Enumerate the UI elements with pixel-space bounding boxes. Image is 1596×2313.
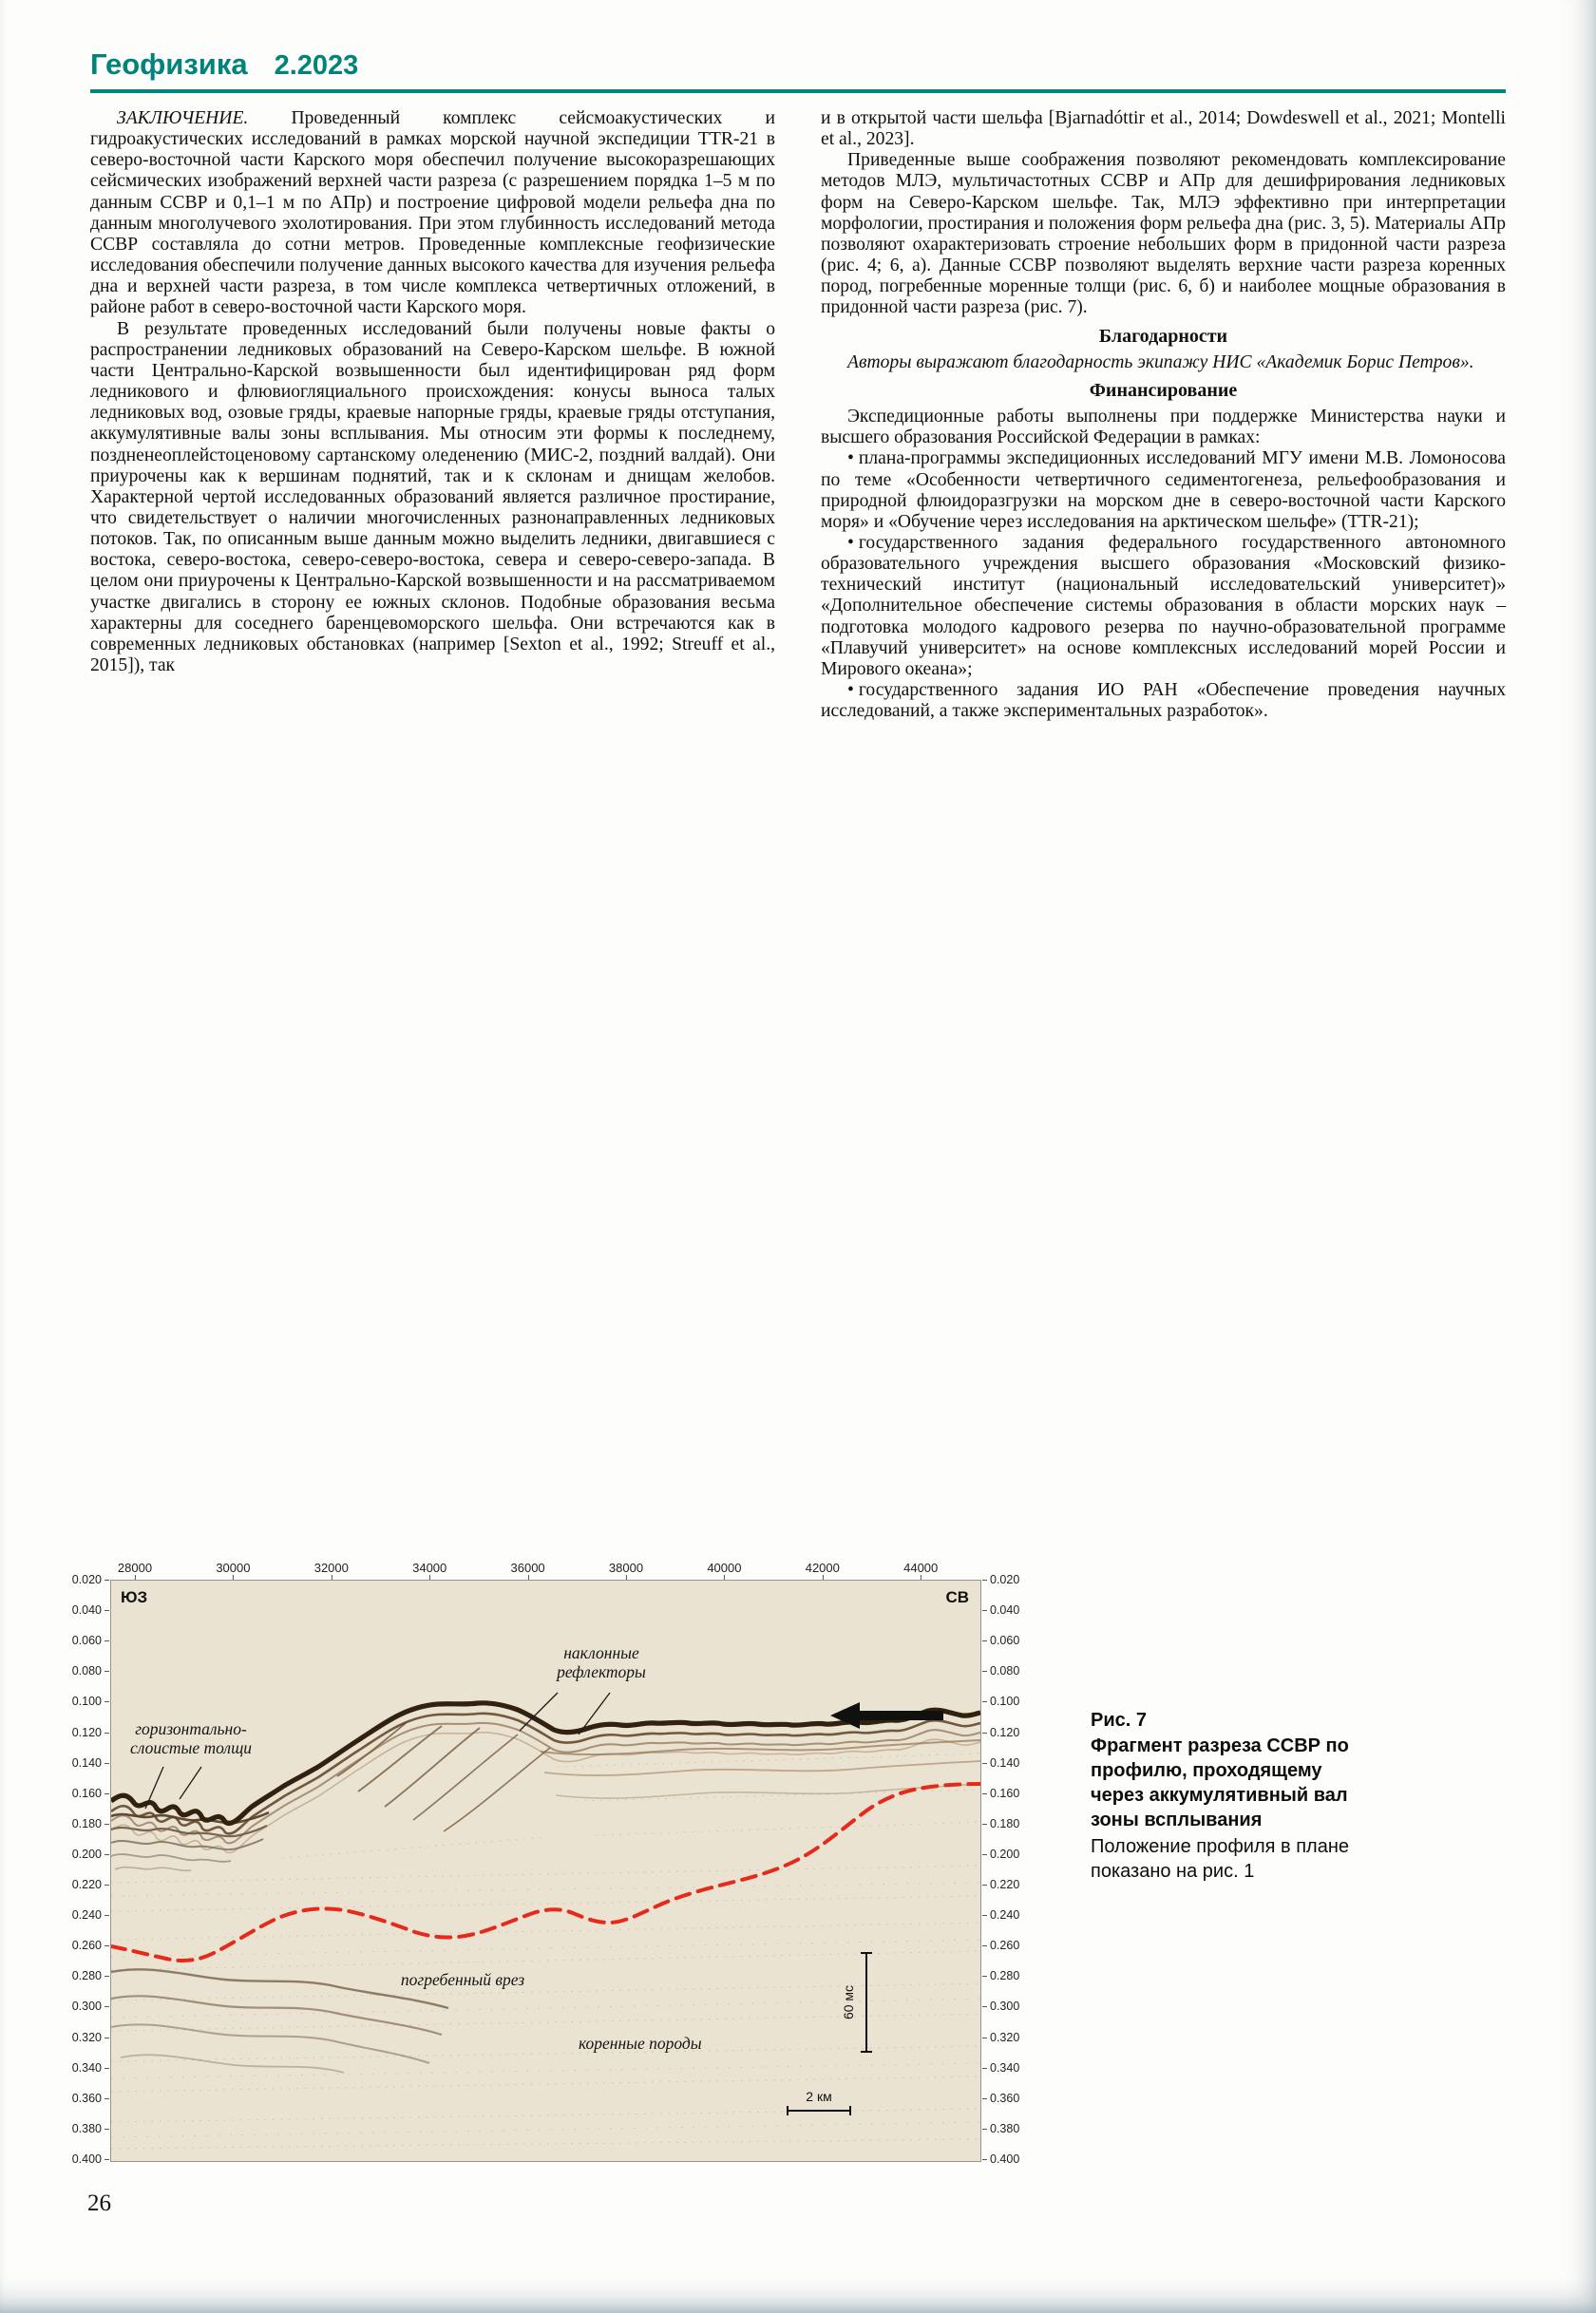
y-axis-tick: 0.220 — [71, 1878, 102, 1891]
y-axis-tick: 0.380 — [990, 2121, 1020, 2135]
paragraph-conclusion — [90, 108, 775, 319]
figure-caption — [1091, 1710, 1376, 1884]
y-axis-tick: 0.340 — [990, 2060, 1020, 2075]
y-axis-tick: 0.080 — [990, 1664, 1020, 1678]
article-body — [90, 108, 1506, 722]
seismic-section-image — [110, 1580, 981, 2162]
section-heading-funding: Финансирование — [1089, 379, 1238, 401]
y-axis-tick: 0.240 — [990, 1908, 1020, 1923]
acknowledgements-text: Авторы выражают благодарность экипажу НИС «Академик Борис Петров». — [847, 351, 1474, 372]
y-axis-tick: 0.400 — [71, 2152, 102, 2166]
horizontal-scale-label: 2 км — [806, 2089, 832, 2104]
y-axis-tick: 0.020 — [71, 1573, 102, 1586]
y-axis-tick: 0.360 — [71, 2091, 102, 2105]
figure-y-axis-right — [981, 1573, 1025, 2166]
journal-title: Геофизика — [90, 47, 248, 81]
figure-caption-bold: Фрагмент разреза ССВР по профилю, проходящему через аккумулятивный вал зоны всплывания — [1091, 1735, 1349, 1830]
y-axis-tick: 0.280 — [71, 1969, 102, 1983]
y-axis-tick: 0.140 — [71, 1755, 102, 1770]
y-axis-tick: 0.300 — [71, 2000, 102, 2014]
annotation-buried-incision: погребенный врез — [400, 1970, 525, 1989]
y-axis-tick: 0.180 — [71, 1816, 102, 1830]
y-axis-tick: 0.040 — [71, 1603, 102, 1618]
x-axis-tick: 32000 — [314, 1561, 349, 1575]
bullet-icon: • — [847, 532, 854, 553]
funding-item-text: плана-программы экспедиционных исследований МГУ имени М.В. Ломоносова по теме «Особенности четвертичного седиментогенеза, рельефообразования и природной флюидоразгрузки на морском дне в северо-восточной части Карского моря» и «Обучение через исследования на арктическом шельфе» (TTR-21); — [821, 448, 1506, 532]
x-axis-tick: 38000 — [608, 1561, 644, 1575]
y-axis-tick: 0.080 — [71, 1664, 102, 1678]
y-axis-tick: 0.200 — [990, 1847, 1020, 1861]
x-axis-tick: 36000 — [510, 1561, 545, 1575]
y-axis-tick: 0.260 — [71, 1939, 102, 1953]
x-axis-tick: 44000 — [903, 1561, 939, 1575]
figure-body — [66, 1573, 1025, 2166]
y-axis-tick: 0.060 — [990, 1634, 1020, 1648]
vertical-scale-label: 60 мс — [841, 1984, 856, 2020]
y-axis-tick: 0.240 — [71, 1908, 102, 1923]
y-axis-tick: 0.360 — [990, 2091, 1020, 2105]
annotation-inclined-reflectors: наклонные рефлекторы — [557, 1643, 646, 1682]
y-axis-tick: 0.220 — [990, 1878, 1020, 1891]
direction-label-ne: СВ — [945, 1588, 969, 1606]
y-axis-tick: 0.160 — [71, 1786, 102, 1800]
y-axis-tick: 0.200 — [71, 1847, 102, 1861]
left-column — [90, 108, 775, 722]
y-axis-tick: 0.380 — [71, 2121, 102, 2135]
y-axis-tick: 0.140 — [990, 1755, 1020, 1770]
y-axis-tick: 0.320 — [71, 2030, 102, 2044]
x-axis-tick: 34000 — [412, 1561, 447, 1575]
annotation-layered-strata: горизонтально-слоистые толщи — [129, 1719, 253, 1758]
paragraph-recommendations: Приведенные выше соображения позволяют рекомендовать комплексирование методов МЛЭ, мультичастотных ССВР и АПр для дешифрирования ледниковых форм на Северо-Карском шельфе. Так, МЛЭ эффективно при интерпретации морфологии, простирания и положения форм рельефа дна (рис. 3, 5). Материалы АПр позволяют охарактеризовать строение небольших форм в придонной части разреза (рис. 4; 6, а). Данные ССВР позволяют выделять верхние части разреза коренных пород, погребенные моренные толщи (рис. 6, б) и наиболее мощные образования в придонной части разреза (рис. 7). — [821, 150, 1506, 318]
figure-7 — [66, 1560, 1025, 2166]
paragraph-results: В результате проведенных исследований были получены новые факты о распространении ледниковых образований на Северо-Карском шельфе. В южной части Центрально-Карской возвышенности был идентифицирован ряд форм ледникового и флювиогляциального происхождения: конусы выноса талых ледниковых вод, озовые гряды, краевые напорные гряды, краевые гряды отступания, аккумулятивные валы зоны всплывания. Мы относим эти формы к последнему, поздненеоплейстоценовому сартанскому оледенению (МИС-2, поздний валдай). Они приурочены как к вершинам поднятий, так и к склонам и днищам желобов. Характерной чертой исследованных образований является различное простирание, что свидетельствует о наличии многочисленных разнонаправленных ледниковых потоков. Так, по описанным выше данным можно выделить ледники, двигавшиеся с востока, северо-востока, северо-северо-востока, севера и северо-северо-запада. В целом они приурочены к Центрально-Карской возвышенности и на рассматриваемом участке двигались в сторону ее южных склонов. Подобные образования весьма характерны для соседнего баренцевоморского шельфа. Они встречаются как в современных ледниковых обстановках (например [Sexton et al., 1992; Streuff et al., 2015]), так — [90, 318, 775, 676]
y-axis-tick: 0.100 — [71, 1695, 102, 1709]
conclusion-lead: ЗАКЛЮЧЕНИЕ. — [117, 108, 249, 128]
y-axis-tick: 0.280 — [990, 1969, 1020, 1983]
figure-x-axis — [110, 1560, 979, 1580]
journal-issue: 2.2023 — [274, 50, 359, 81]
funding-intro: Экспедиционные работы выполнены при поддержке Министерства науки и высшего образования Российской Федерации в рамках: — [821, 407, 1506, 448]
figure-caption-title: Рис. 7 — [1091, 1710, 1147, 1731]
y-axis-tick: 0.320 — [990, 2030, 1020, 2044]
bullet-icon: • — [847, 448, 854, 469]
conclusion-text: Проведенный комплекс сейсмоакустических и гидроакустических исследований в рамках морской научной экспедиции TTR-21 в северо-восточной части Карского моря обеспечил получение высокоразрешающих сейсмических изображений верхней части разреза (с разрешением порядка 1–5 м по данным ССВР и 0,1–1 м по АПр) и построение цифровой модели рельефа дна по данным многолучевого эхолотирования. При этом глубинность исследований метода ССВР составляла до сотни метров. Проведенные комплексные геофизические исследования обеспечили получение данных высокого качества для изучения рельефа дна и верхней части разреза, в том числе комплекса четвертичных отложений, в районе работ в северо-восточной части Карского моря. — [90, 108, 775, 318]
direction-label-sw: ЮЗ — [121, 1588, 148, 1606]
y-axis-tick: 0.060 — [71, 1634, 102, 1648]
y-axis-tick: 0.020 — [990, 1573, 1020, 1586]
y-axis-tick: 0.340 — [71, 2060, 102, 2075]
y-axis-tick: 0.120 — [990, 1725, 1020, 1739]
right-column — [821, 108, 1506, 722]
y-axis-tick: 0.300 — [990, 2000, 1020, 2014]
annotation-bedrock: коренные породы — [579, 2034, 702, 2053]
masthead-rule — [90, 89, 1506, 93]
section-heading-acknowledgements: Благодарности — [1098, 325, 1228, 347]
y-axis-tick: 0.120 — [71, 1725, 102, 1739]
paragraph-continuation: и в открытой части шельфа [Bjarnadóttir et al., 2014; Dowdeswell et al., 2021; Montelli et al., 2023]. — [821, 108, 1506, 150]
funding-item — [821, 448, 1506, 533]
y-axis-tick: 0.180 — [990, 1816, 1020, 1830]
funding-item — [821, 680, 1506, 722]
x-axis-tick: 40000 — [707, 1561, 742, 1575]
x-axis-tick: 28000 — [117, 1561, 153, 1575]
funding-item-text: государственного задания федерального государственного автономного образовательного учреждения высшего образования «Московский физико-технический институт (национальный исследовательский университет)» «Дополнительное обеспечение системы образования в области морских наук – подготовка молодого кадрового резерва по научно-образовательной программе «Плавучий университет» на основе комплексных исследований морей России и Мирового океана»; — [821, 532, 1506, 679]
y-axis-tick: 0.160 — [990, 1786, 1020, 1800]
figure-caption-note: Положение профиля в плане показано на рис. 1 — [1091, 1836, 1349, 1882]
funding-item — [821, 533, 1506, 680]
page-number: 26 — [87, 2190, 111, 2216]
x-axis-tick: 30000 — [216, 1561, 251, 1575]
x-axis-tick: 42000 — [805, 1561, 840, 1575]
y-axis-tick: 0.100 — [990, 1695, 1020, 1709]
bullet-icon: • — [847, 680, 854, 701]
y-axis-tick: 0.040 — [990, 1603, 1020, 1618]
funding-item-text: государственного задания ИО РАН «Обеспечение проведения научных исследований, а также экспериментальных разработок». — [821, 680, 1506, 722]
figure-y-axis-left — [66, 1573, 110, 2166]
masthead — [90, 47, 358, 82]
y-axis-tick: 0.260 — [990, 1939, 1020, 1953]
y-axis-tick: 0.400 — [990, 2152, 1020, 2166]
